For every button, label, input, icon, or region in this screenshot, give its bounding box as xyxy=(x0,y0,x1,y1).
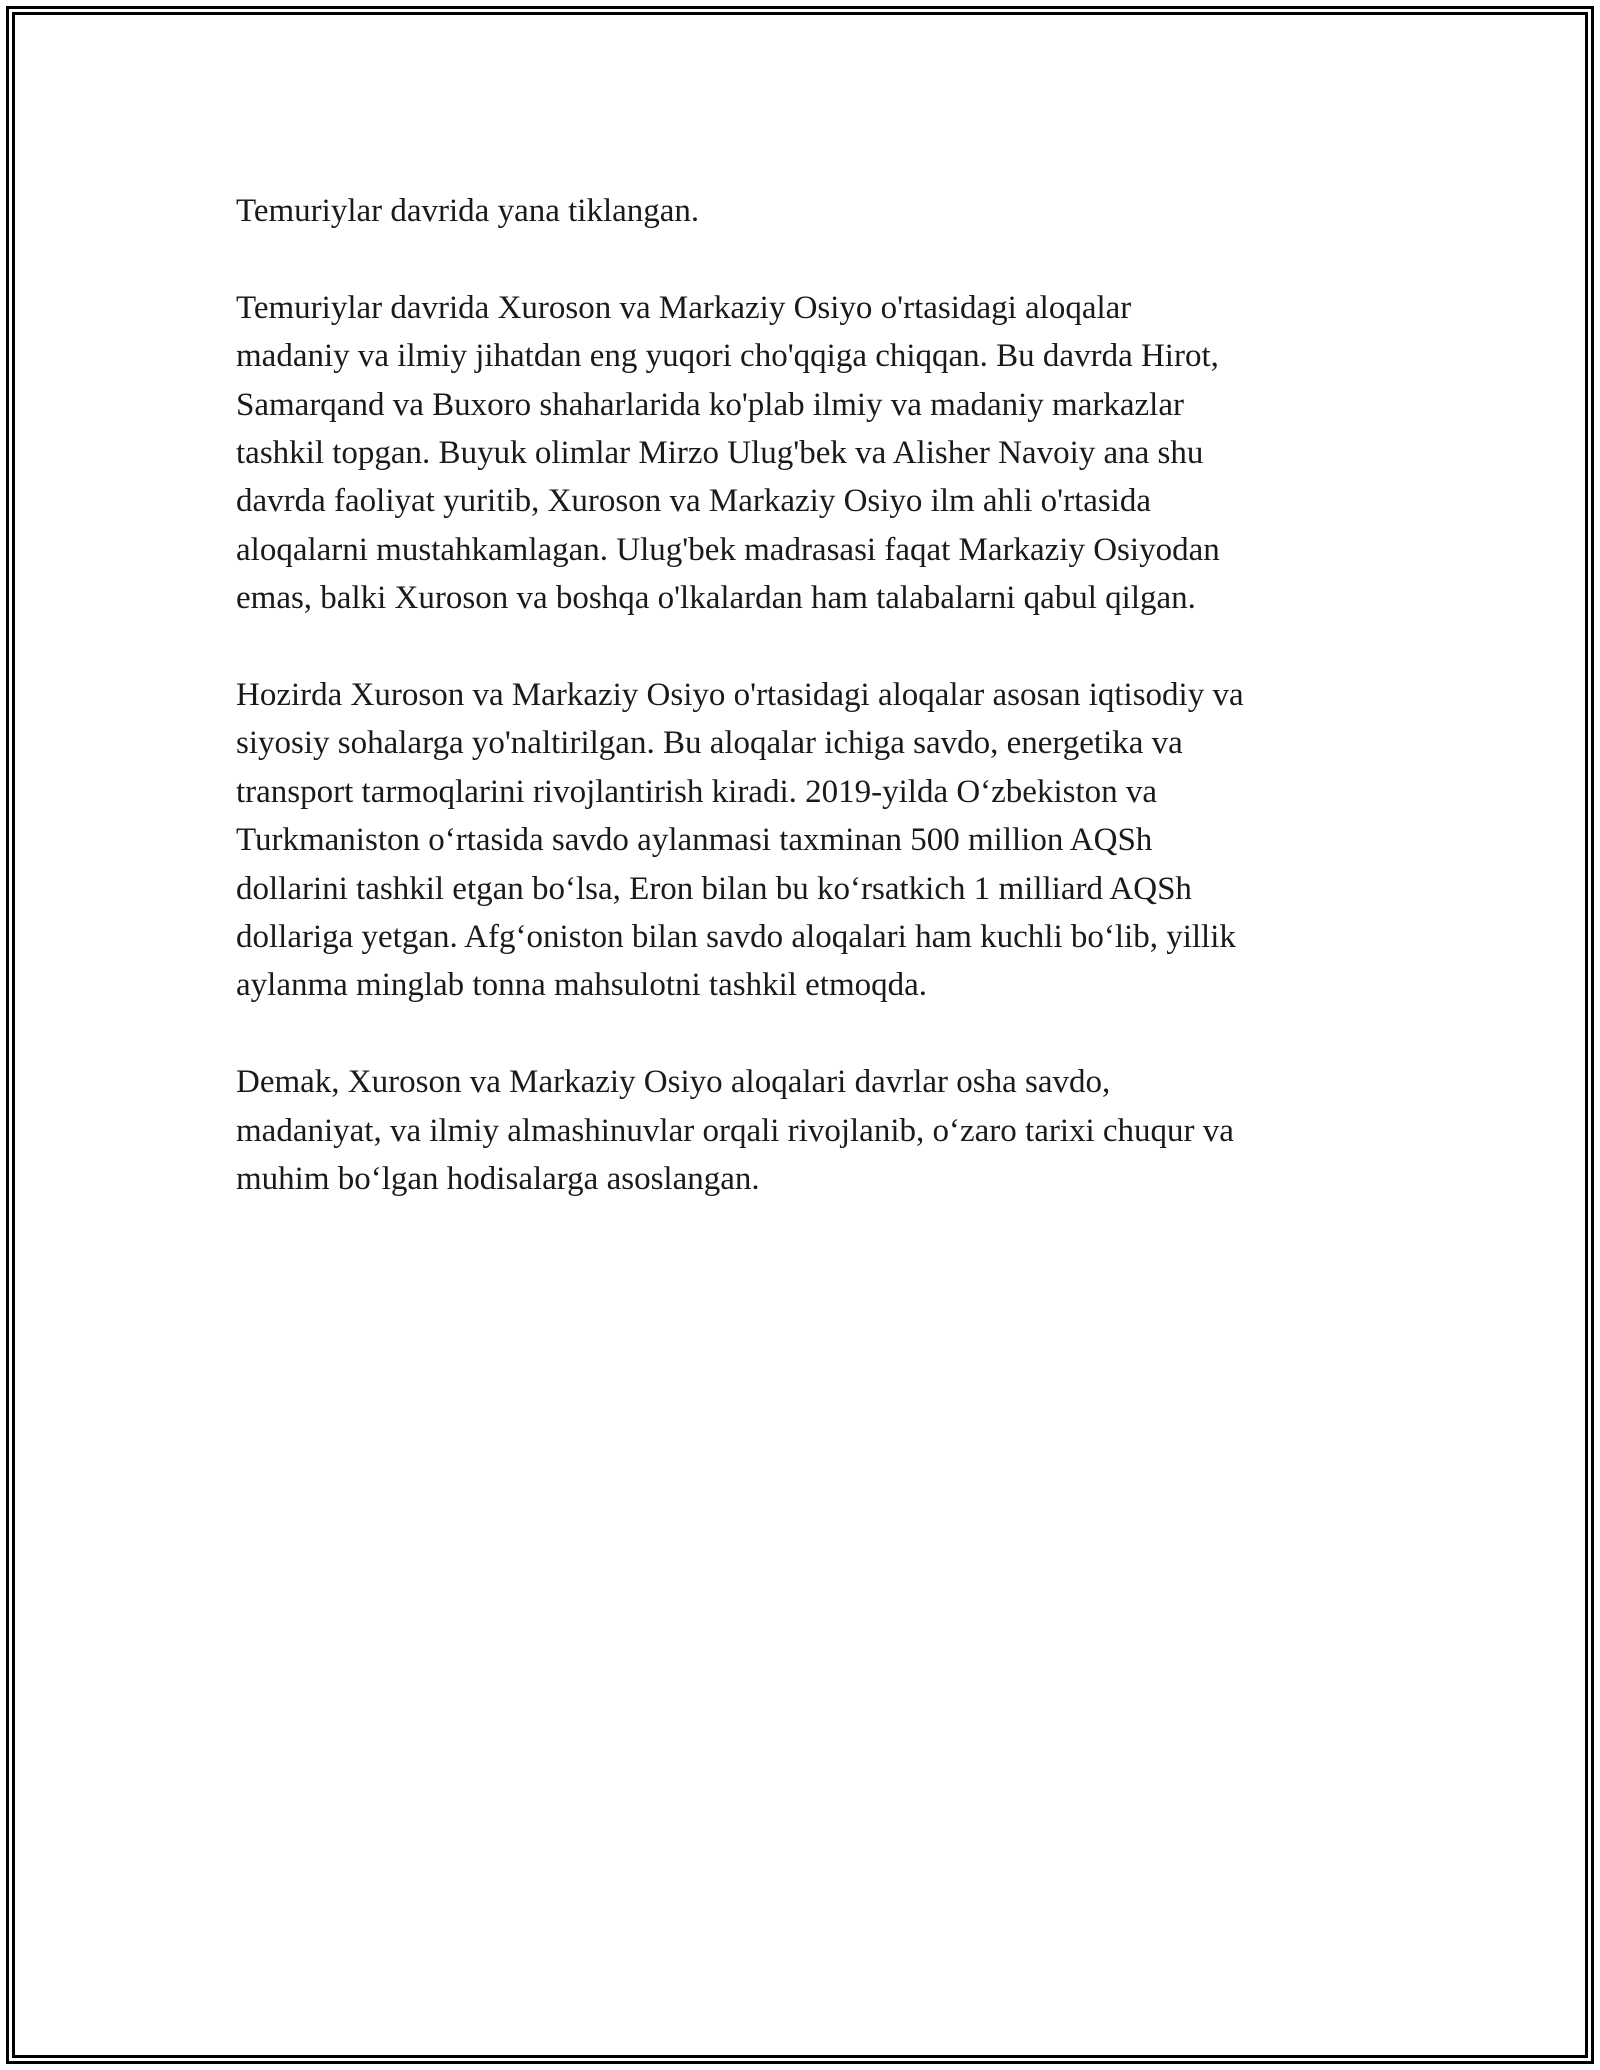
paragraph-timurid-era xyxy=(236,284,1366,623)
text-line: dollariga yetgan. Afg‘oniston bilan savdo aloqalari ham kuchli bo‘lib, yillik xyxy=(236,919,1236,956)
text-line: madaniy va ilmiy jihatdan eng yuqori cho'qqiga chiqqan. Bu davrda Hirot, xyxy=(236,338,1219,375)
text-line: emas, balki Xuroson va boshqa o'lkalardan ham talabalarni qabul qilgan. xyxy=(236,580,1196,617)
text-line: transport tarmoqlarini rivojlantirish kiradi. 2019-yilda O‘zbekiston va xyxy=(236,773,1158,810)
paragraph-intro xyxy=(236,187,1366,235)
document-body xyxy=(236,187,1366,1252)
text-line: madaniyat, va ilmiy almashinuvlar orqali rivojlanib, o‘zaro tarixi chuqur va xyxy=(236,1112,1234,1149)
text-line: dollarini tashkil etgan bo‘lsa, Eron bilan bu ko‘rsatkich 1 milliard AQSh xyxy=(236,870,1192,907)
text-line: Hozirda Xuroson va Markaziy Osiyo o'rtasidagi aloqalar asosan iqtisodiy va xyxy=(236,677,1244,714)
text-line: Temuriylar davrida Xuroson va Markaziy Osiyo o'rtasidagi aloqalar xyxy=(236,289,1132,326)
text-line: aylanma minglab tonna mahsulotni tashkil etmoqda. xyxy=(236,967,928,1004)
text-line: tashkil topgan. Buyuk olimlar Mirzo Ulug'bek va Alisher Navoiy ana shu xyxy=(236,435,1204,472)
text-line: aloqalarni mustahkamlagan. Ulug'bek madrasasi faqat Markaziy Osiyodan xyxy=(236,531,1220,568)
text-line: davrda faoliyat yuritib, Xuroson va Markaziy Osiyo ilm ahli o'rtasida xyxy=(236,483,1152,520)
paragraph-modern-relations xyxy=(236,671,1366,1010)
text-line: Turkmaniston o‘rtasida savdo aylanmasi taxminan 500 million AQSh xyxy=(236,822,1153,859)
text-line: siyosiy sohalarga yo'naltirilgan. Bu aloqalar ichiga savdo, energetika va xyxy=(236,725,1183,762)
paragraph-conclusion xyxy=(236,1058,1366,1203)
text-line: Samarqand va Buxoro shaharlarida ko'plab ilmiy va madaniy markazlar xyxy=(236,386,1184,423)
text-line: Demak, Xuroson va Markaziy Osiyo aloqalari davrlar osha savdo, xyxy=(236,1064,1111,1101)
text-line: Temuriylar davrida yana tiklangan. xyxy=(236,193,700,229)
text-line: muhim bo‘lgan hodisalarga asoslangan. xyxy=(236,1161,760,1198)
